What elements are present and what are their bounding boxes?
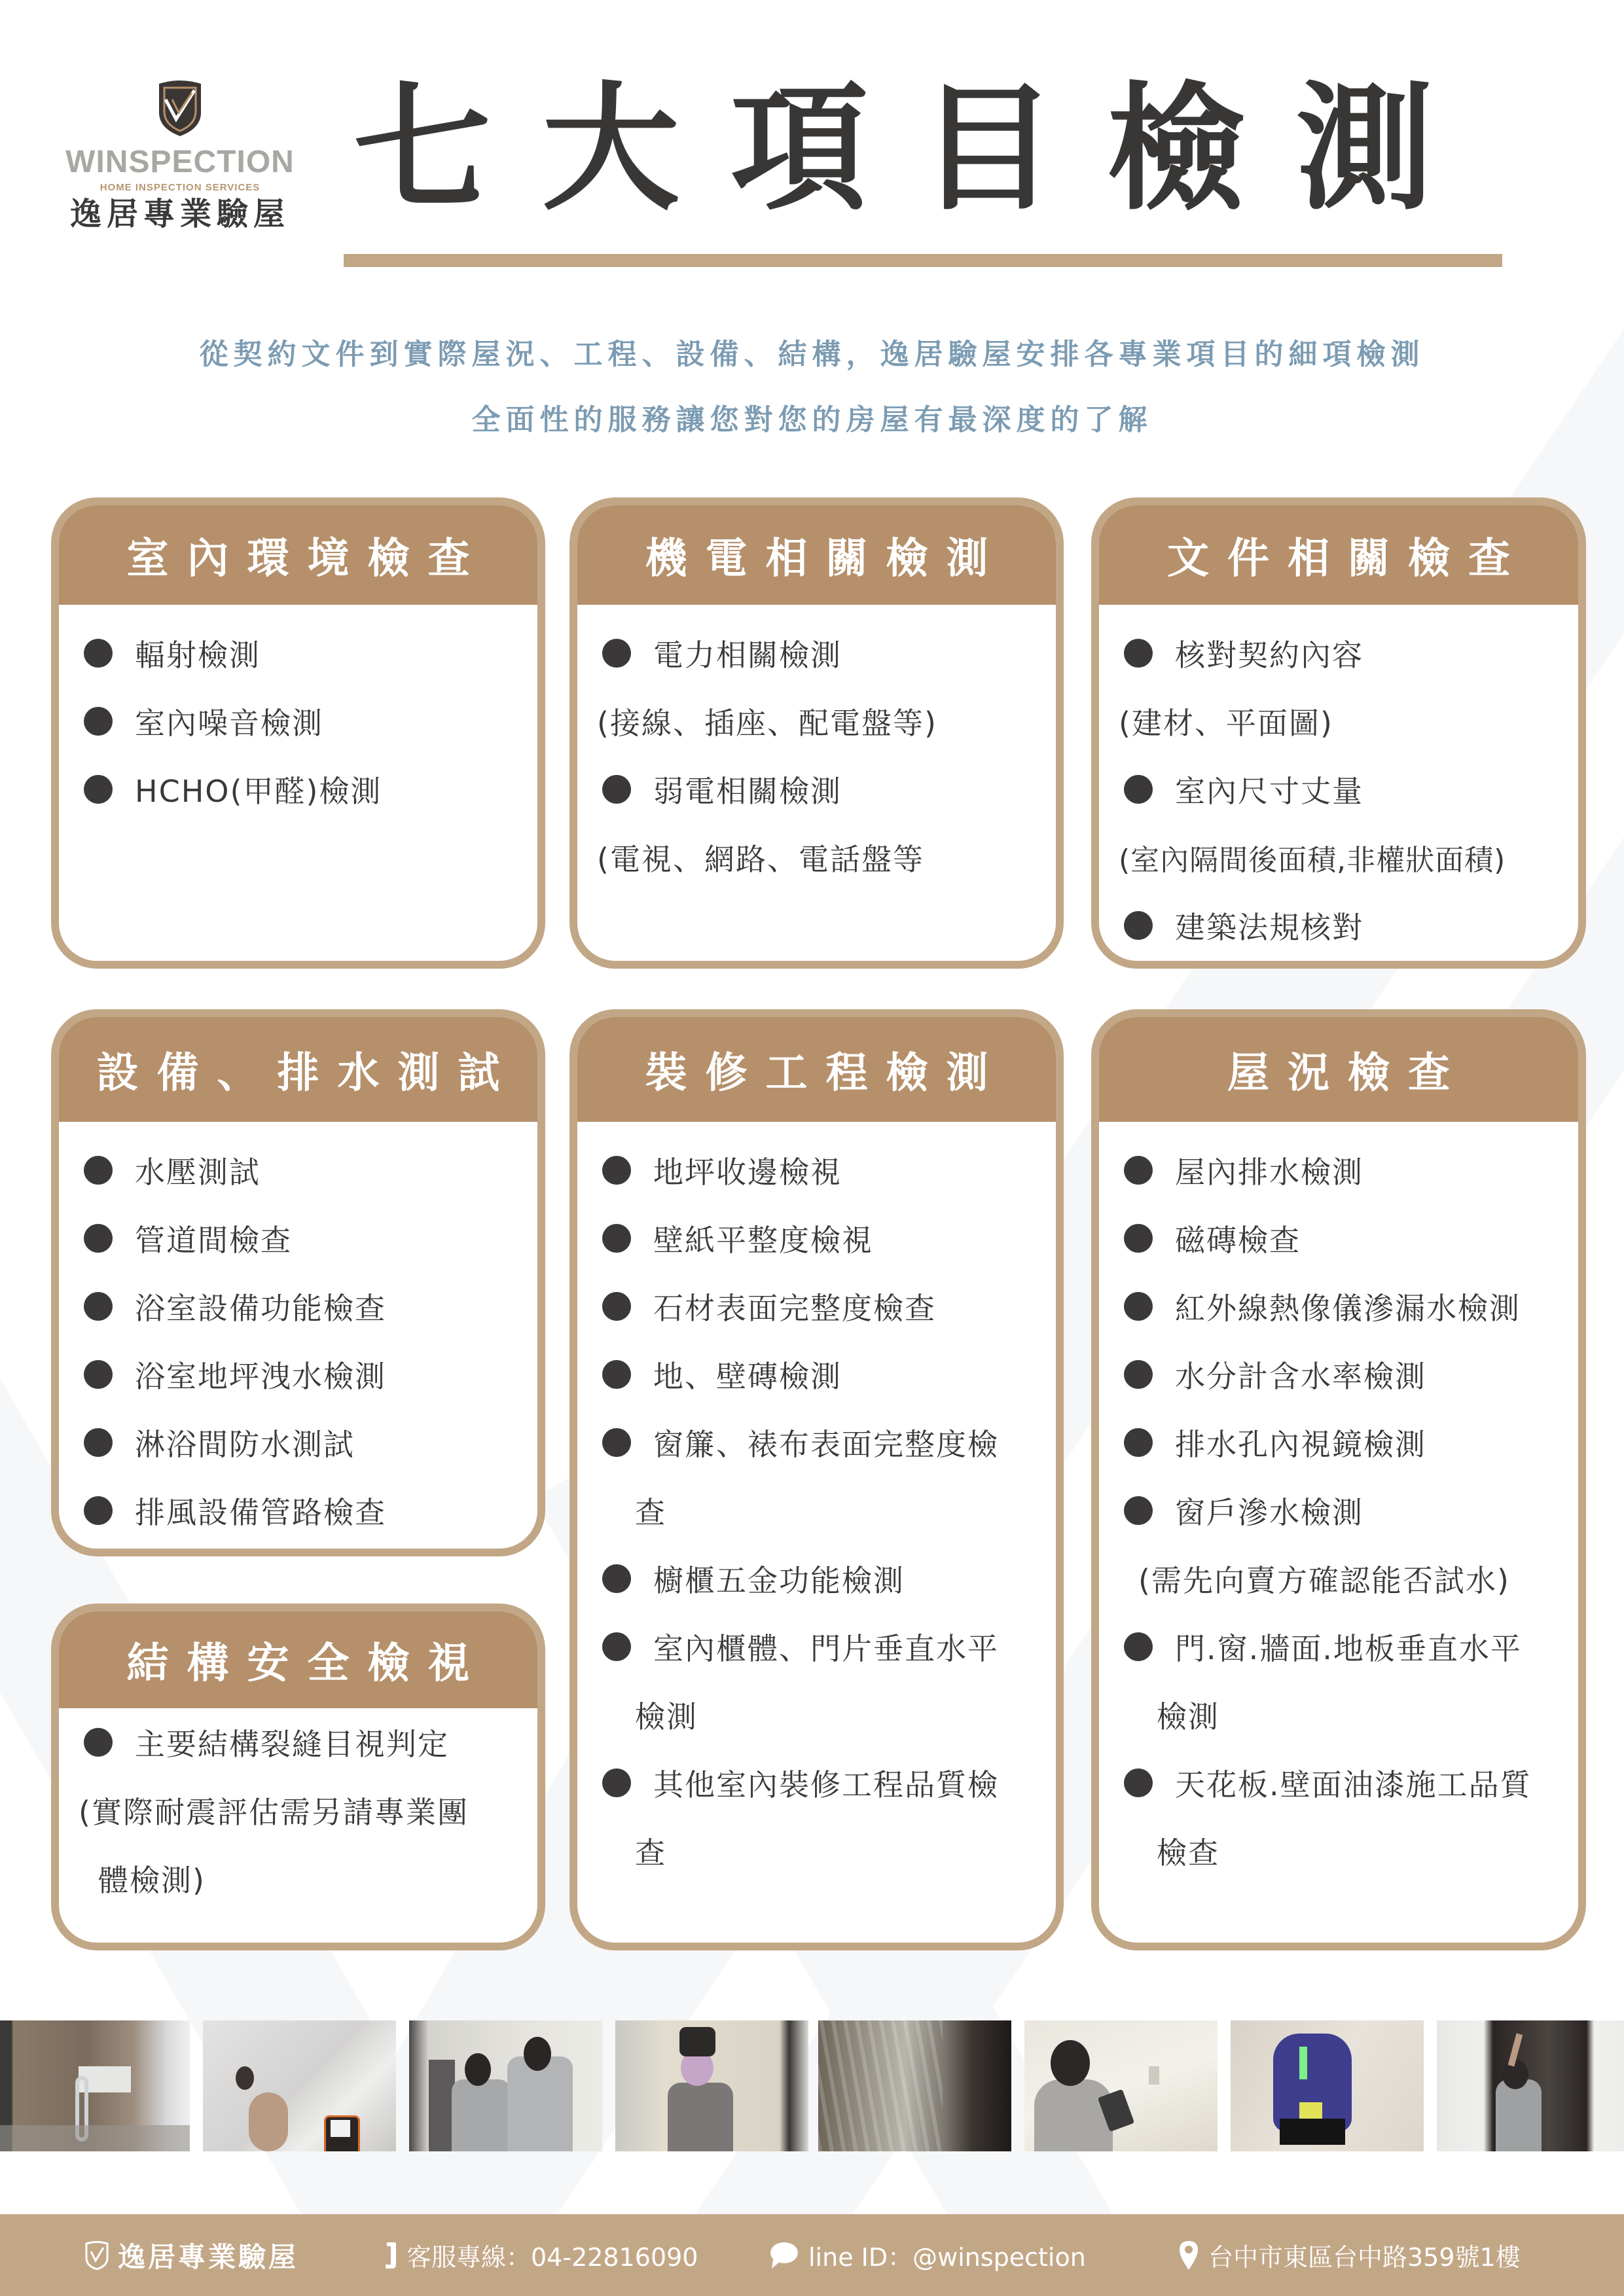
card-electromechanical xyxy=(569,497,1064,969)
list-item: 天花板.壁面油漆施工品質 xyxy=(1119,1749,1578,1817)
photo-thermal xyxy=(615,2020,808,2151)
bullet-icon xyxy=(1124,775,1153,804)
photo-pipe xyxy=(0,2020,190,2151)
list-item: 電力相關檢測 xyxy=(597,619,1056,687)
list-item-wrap: 查 xyxy=(635,1495,666,1530)
photo-strip xyxy=(0,2020,1624,2151)
bullet-icon xyxy=(1124,639,1153,668)
card-equipment-drainage xyxy=(51,1009,545,1556)
shield-icon xyxy=(85,2241,109,2270)
card-header xyxy=(59,505,537,605)
map-pin-icon xyxy=(1178,2240,1199,2271)
page-title: 七大項目檢測 xyxy=(353,69,1485,229)
bullet-icon xyxy=(602,1360,631,1389)
bullet-icon xyxy=(602,1224,631,1253)
list-item: 窗簾、裱布表面完整度檢 xyxy=(597,1408,1056,1477)
list-item-wrap: 檢測 xyxy=(1157,1699,1219,1734)
list-item: 核對契約內容 xyxy=(1119,619,1578,687)
card-renovation xyxy=(569,1009,1064,1950)
list-item: 弱電相關檢測 xyxy=(597,755,1056,823)
list-item: 管道間檢查 xyxy=(79,1204,537,1272)
list-item: HCHO(甲醛)檢測 xyxy=(79,755,537,823)
list-note-wrap: 體檢測) xyxy=(98,1863,206,1898)
bullet-icon xyxy=(84,639,113,668)
card-header xyxy=(1099,1017,1578,1122)
bullet-icon xyxy=(84,775,113,804)
logo-name-en: WINSPECTION xyxy=(65,145,295,179)
bullet-icon xyxy=(602,639,631,668)
bullet-icon xyxy=(84,1292,113,1321)
bullet-icon xyxy=(84,1428,113,1457)
list-item: 石材表面完整度檢查 xyxy=(597,1272,1056,1340)
footer-brand: 逸居專業驗屋 xyxy=(85,2214,298,2296)
footer-line-id[interactable]: line ID：@winspection xyxy=(769,2214,1086,2296)
card-structural-safety xyxy=(51,1604,545,1950)
bullet-icon xyxy=(1124,1496,1153,1525)
list-item: 淋浴間防水測試 xyxy=(79,1408,537,1477)
intro-line-2: 全面性的服務讓您對您的房屋有最深度的了解 xyxy=(471,403,1153,437)
bullet-icon xyxy=(84,1224,113,1253)
photo-laser-level xyxy=(1231,2020,1424,2151)
bullet-icon xyxy=(602,1156,631,1185)
bullet-icon xyxy=(84,1728,113,1757)
list-item: 室內尺寸丈量 xyxy=(1119,755,1578,823)
chat-bubble-icon xyxy=(769,2241,799,2270)
bullet-icon xyxy=(1124,1156,1153,1185)
title-underline xyxy=(344,254,1502,267)
list-note: (需先向賣方確認能否試水) xyxy=(1138,1563,1510,1598)
list-item: 壁紙平整度檢視 xyxy=(597,1204,1056,1272)
bullet-icon xyxy=(1124,1428,1153,1457)
card-title: 裝修工程檢測 xyxy=(645,1049,1007,1098)
list-item: 建築法規核對 xyxy=(1119,891,1578,960)
list-item: 水壓測試 xyxy=(79,1136,537,1204)
card-title: 室內環境檢查 xyxy=(126,535,488,583)
photo-window-frame xyxy=(1437,2020,1624,2151)
bullet-icon xyxy=(1124,1360,1153,1389)
logo-name-zh: 逸居專業驗屋 xyxy=(69,196,290,232)
card-title: 設備、排水測試 xyxy=(96,1049,518,1098)
bullet-icon xyxy=(84,1156,113,1185)
brand-logo xyxy=(59,79,301,232)
card-title: 機電相關檢測 xyxy=(645,535,1007,583)
photo-meter xyxy=(203,2020,396,2151)
list-note: (室內隔間後面積,非權狀面積) xyxy=(1119,844,1506,877)
footer-address[interactable]: 台中市東區台中路359號1樓 xyxy=(1178,2214,1521,2296)
intro-line-1: 從契約文件到實際屋況、工程、設備、結構，逸居驗屋安排各專業項目的細項檢測 xyxy=(199,338,1425,371)
card-header xyxy=(577,1017,1056,1122)
photo-outlet xyxy=(1024,2020,1218,2151)
list-item: 排水孔內視鏡檢測 xyxy=(1119,1408,1578,1477)
photo-window-leak xyxy=(818,2020,1011,2151)
bullet-icon xyxy=(84,707,113,736)
list-item-wrap: 檢查 xyxy=(1157,1835,1219,1871)
list-item: 地坪收邊檢視 xyxy=(597,1136,1056,1204)
bullet-icon xyxy=(602,1768,631,1797)
bullet-icon xyxy=(602,1632,631,1661)
list-note: (接線、插座、配電盤等) xyxy=(597,706,937,741)
footer xyxy=(0,2214,1624,2296)
list-item: 櫥櫃五金功能檢測 xyxy=(597,1545,1056,1613)
shield-check-icon xyxy=(156,79,204,137)
card-title: 屋況檢查 xyxy=(1227,1049,1468,1098)
bullet-icon xyxy=(602,775,631,804)
card-title: 結構安全檢視 xyxy=(126,1640,488,1688)
list-note: (建材、平面圖) xyxy=(1119,706,1333,741)
list-item: 輻射檢測 xyxy=(79,619,537,687)
list-item: 窗戶滲水檢測 xyxy=(1119,1477,1578,1545)
bullet-icon xyxy=(1124,1224,1153,1253)
bullet-icon xyxy=(1124,1292,1153,1321)
list-item: 紅外線熱像儀滲漏水檢測 xyxy=(1119,1272,1578,1340)
bullet-icon xyxy=(84,1496,113,1525)
card-documents xyxy=(1091,497,1586,969)
footer-phone[interactable]: 客服專線：04-22816090 xyxy=(383,2214,698,2296)
card-header xyxy=(59,1611,537,1708)
bullet-icon xyxy=(1124,1768,1153,1797)
list-item: 主要結構裂縫目視判定 xyxy=(79,1708,537,1776)
photo-team xyxy=(409,2020,602,2151)
phone-icon xyxy=(383,2241,397,2270)
list-item: 屋內排水檢測 xyxy=(1119,1136,1578,1204)
bullet-icon xyxy=(1124,911,1153,940)
card-header xyxy=(1099,505,1578,605)
list-note: (實際耐震評估需另請專業團 xyxy=(79,1795,469,1830)
card-title: 文件相關檢查 xyxy=(1167,535,1528,583)
list-item-wrap: 查 xyxy=(635,1835,666,1871)
bullet-icon xyxy=(602,1292,631,1321)
logo-tagline: HOME INSPECTION SERVICES xyxy=(99,182,261,193)
list-item: 其他室內裝修工程品質檢 xyxy=(597,1749,1056,1817)
list-item: 浴室地坪洩水檢測 xyxy=(79,1340,537,1408)
list-item: 排風設備管路檢查 xyxy=(79,1477,537,1545)
list-item: 門.窗.牆面.地板垂直水平 xyxy=(1119,1613,1578,1681)
bullet-icon xyxy=(1124,1632,1153,1661)
card-header xyxy=(577,505,1056,605)
list-item: 室內噪音檢測 xyxy=(79,687,537,755)
list-item: 水分計含水率檢測 xyxy=(1119,1340,1578,1408)
card-header xyxy=(59,1017,537,1122)
bullet-icon xyxy=(602,1564,631,1593)
card-house-condition xyxy=(1091,1009,1586,1950)
list-item: 浴室設備功能檢查 xyxy=(79,1272,537,1340)
list-item-wrap: 檢測 xyxy=(635,1699,698,1734)
card-indoor-environment xyxy=(51,497,545,969)
list-item: 室內櫃體、門片垂直水平 xyxy=(597,1613,1056,1681)
list-item: 磁磚檢查 xyxy=(1119,1204,1578,1272)
list-item: 地、壁磚檢測 xyxy=(597,1340,1056,1408)
bullet-icon xyxy=(602,1428,631,1457)
list-note: (電視、網路、電話盤等 xyxy=(597,842,924,877)
bullet-icon xyxy=(84,1360,113,1389)
